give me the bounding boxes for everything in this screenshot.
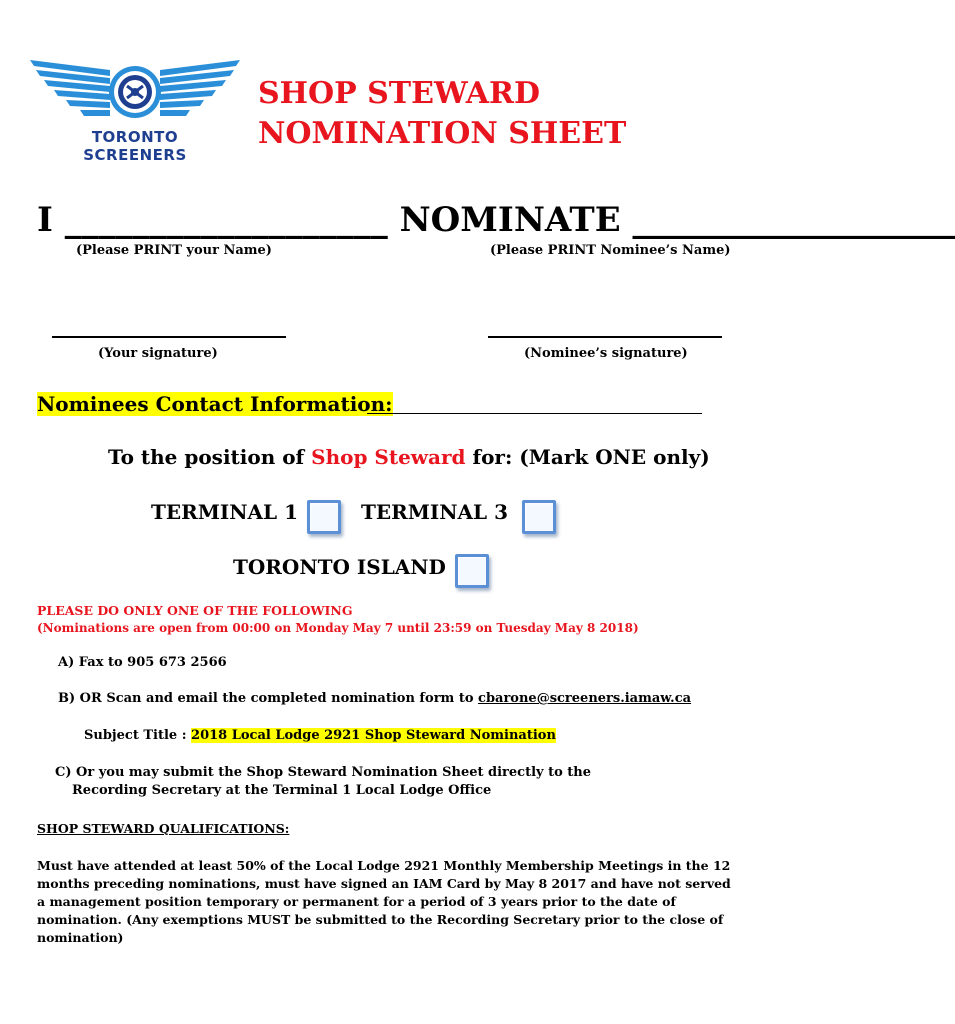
position-suffix: for: (Mark ONE only) xyxy=(465,445,710,469)
nomination-window: (Nominations are open from 00:00 on Monday May 7 until 23:59 on Tuesday May 8 2018) xyxy=(37,621,639,635)
your-signature-line[interactable] xyxy=(52,336,286,338)
logo xyxy=(28,56,242,168)
position-statement xyxy=(108,445,710,469)
nomination-statement[interactable]: I ___________________ NOMINATE ___________________ xyxy=(37,200,955,240)
toronto-island-checkbox[interactable] xyxy=(455,554,489,588)
option-c-line-2: Recording Secretary at the Terminal 1 Local Lodge Office xyxy=(72,783,492,798)
terminal-3-checkbox[interactable] xyxy=(522,500,556,534)
nominee-signature-caption: (Nominee’s signature) xyxy=(524,346,688,361)
winged-emblem-icon xyxy=(28,56,242,136)
option-b-text: B) OR Scan and email the completed nomination form to xyxy=(58,691,479,706)
qualifications-body: Must have attended at least 50% of the Local Lodge 2921 Monthly Membership Meetings in the 12 months preceding nominations, must have signed an IAM Card by May 8 2017 and have not served a management position temporary or permanent for a period of 3 years prior to the date of nomination. (Any exemptions MUST be submitted to the Recording Secretary prior to the close of nomination) xyxy=(37,858,731,945)
signature-caption: (Your signature) xyxy=(98,346,218,361)
subject-value: 2018 Local Lodge 2921 Shop Steward Nomination xyxy=(191,728,556,743)
page-title-line-2: NOMINATION SHEET xyxy=(258,116,627,151)
subject-line xyxy=(84,728,556,743)
subject-label: Subject Title : xyxy=(84,728,192,743)
contact-label: Nominees Contact Information: xyxy=(37,392,393,416)
email-link[interactable]: cbarone@screeners.iamaw.ca xyxy=(478,691,692,706)
contact-info-line[interactable] xyxy=(367,413,702,414)
option-terminal-3-label: TERMINAL 3 xyxy=(361,500,508,524)
option-terminal-1-label: TERMINAL 1 xyxy=(151,500,298,524)
position-role: Shop Steward xyxy=(311,445,466,469)
logo-line-1: TORONTO xyxy=(91,128,179,146)
page-title-line-1: SHOP STEWARD xyxy=(258,76,540,111)
option-b-email xyxy=(58,691,691,706)
nominee-name-caption: (Please PRINT Nominee’s Name) xyxy=(490,243,731,258)
position-prefix: To the position of xyxy=(108,445,312,469)
logo-line-2: SCREENERS xyxy=(83,146,187,164)
name-caption: (Please PRINT your Name) xyxy=(76,243,272,258)
option-c-line-1: C) Or you may submit the Shop Steward Nomination Sheet directly to the xyxy=(55,765,592,780)
qualifications-heading: SHOP STEWARD QUALIFICATIONS: xyxy=(37,821,290,836)
option-a-fax: A) Fax to 905 673 2566 xyxy=(58,655,227,670)
option-toronto-island-label: TORONTO ISLAND xyxy=(233,555,446,579)
nominee-signature-line[interactable] xyxy=(488,336,722,338)
terminal-1-checkbox[interactable] xyxy=(307,500,341,534)
instructions-heading: PLEASE DO ONLY ONE OF THE FOLLOWING xyxy=(37,603,353,618)
